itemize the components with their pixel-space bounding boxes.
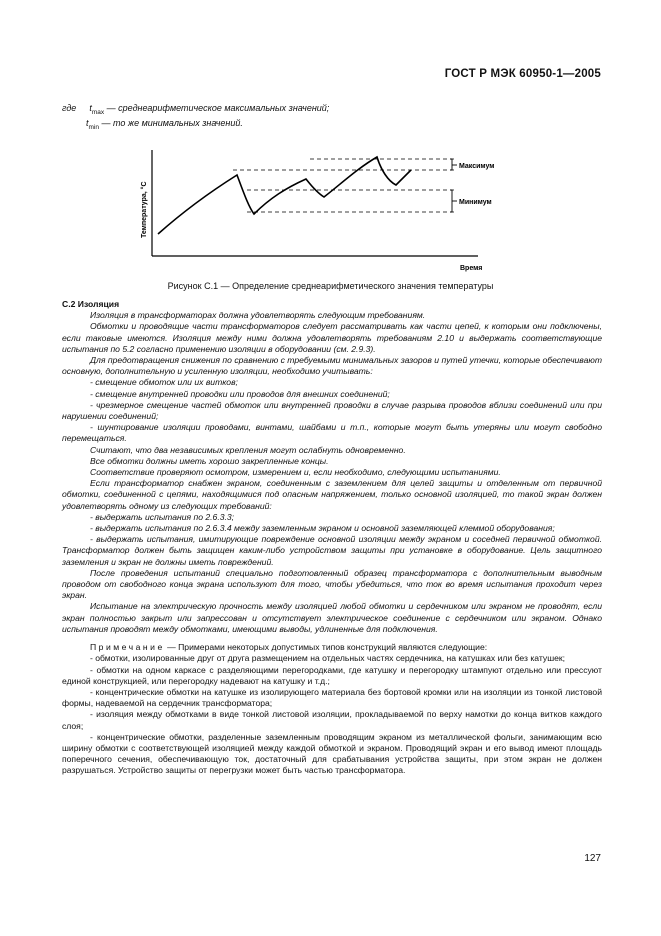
where-label: где [62,103,77,113]
y-axis-label: Температура, °С [141,181,148,238]
note-item: - концентрические обмотки на катушке из изолирующего материала без бортовой кромки или на изоляции из тонкой листовой формы, надеваемой на сердечник трансформатора; [62,686,602,709]
note-item: - обмотки, изолированные друг от друга размещением на отдельных частях сердечника, на катушках или без катушек; [90,653,566,664]
list-item: - смещение внутренней проводки или проводов для внешних соединений; [90,388,390,399]
section-body [62,299,602,777]
x-axis-label: Время [460,265,483,272]
paragraph: Соответствие проверяют осмотром, измерением и, если необходимо, следующими испытаниями. [90,467,501,478]
definition-tmin [86,118,243,131]
list-item: - выдержать испытания по 2.6.3.4 между заземленным экраном и основной заземляющей клеммой оборудования; [90,523,555,534]
note-intro-text: — Примерами некоторых допустимых типов конструкций являются следующие: [164,642,488,653]
note-label: Примечание [90,642,165,653]
note-item: - концентрические обмотки, разделенные заземленным проводящим экраном из металлической фольги, занимающим всю ширину обмотки с соответствующей изоляцией между каждой обмоткой и экраном. Проводящий экран и его вывод имеют площадь поперечного сечения, обеспечивающую ток, достаточный для срабатывания устройства защиты, при этом экран не должен разрушаться. Устройство защиты от перегрузки может быть частью трансформатора. [62,731,602,776]
label-min: Минимум [459,199,492,206]
list-item: - шунтирование изоляции проводами, винтами, шайбами и т.п., которые могут быть утеряны или могут свободно перемещаться. [62,422,602,444]
max-bracket [450,159,452,170]
definition-tmax [62,103,329,116]
note-intro [62,642,602,653]
label-max: Максимум [459,163,495,170]
tmin-symbol: t [86,118,89,128]
document-header: ГОСТ Р МЭК 60950-1—2005 [444,68,601,80]
paragraph: Испытание на электрическую прочность между изоляцией любой обмотки и сердечником или экраном не проводят, если экран полностью закрыт или запрессован и отсутствует электрическое соединение с сердечником или экраном. Однако испытания проводят между обмотками, имеющими выводы, удлиненные для подключения. [62,601,602,634]
paragraph: Все обмотки должны иметь хорошо закрепленные концы. [90,455,329,466]
tmax-symbol: t [89,103,92,113]
paragraph: После проведения испытаний специально подготовленный образец трансформатора с дополнительным выводным проводом от свободного конца экрана используют для того, чтобы убедиться, что ток во время испытания проходит через экран. [62,567,602,601]
temperature-curve [158,157,411,234]
figure-caption: Рисунок С.1 — Определение среднеарифметического значения температуры [167,281,494,291]
page-number: 127 [584,853,601,864]
min-bracket [450,190,452,212]
note-item: - обмотки на одном каркасе с разделяющими перегородками, где катушку и перегородку штампуют отдельно или прессуют единой конструкцией, или перегородку надевают на катушку и т.д.; [62,664,602,686]
paragraph: Считают, что два независимых крепления могут ослабнуть одновременно. [90,444,406,455]
tmin-text: — то же минимальных значений. [101,118,243,128]
paragraph: Обмотки и проводящие части трансформаторов следует рассматривать как части цепей, к которым они подключены, если таковые имеются. Изоляция между ними должна удовлетворять требованиям 2.10 и выдержать соответствующие испытания по 5.2 согласно применению изоляции в оборудовании (см. 2.9.3). [62,321,602,354]
note-item: - изоляция между обмотками в виде тонкой листовой изоляции, прокладываемой по верху намотки до конца витков каждого слоя; [62,709,602,731]
list-item: - чрезмерное смещение частей обмоток или внутренней проводки в случае разрыва проводов вблизи соединений или при нарушении соединений; [62,399,602,422]
paragraph: Если трансформатор снабжен экраном, соединенным с заземлением для целей защиты и отделенным от первичной обмотки, соединенной с цепями, находящимися под опасным напряжением, только основной изоляцией, то такой экран должен удовлетворять одному из следующих требований: [62,478,602,511]
paragraph: Для предотвращения снижения по сравнению с требуемыми минимальных зазоров и путей утечки, которые обеспечивают основную, дополнительную и усиленную изоляции, необходимо учитывать: [62,355,602,377]
section-title: С.2 Изоляция [62,299,120,309]
tmax-text: — среднеарифметическое максимальных значений; [106,103,330,113]
tmin-subscript: min [88,123,99,131]
list-item: - выдержать испытания по 2.6.3.3; [90,511,235,522]
tmax-subscript: max [91,108,105,116]
paragraph: Изоляция в трансформаторах должна удовлетворять следующим требованиям. [90,310,426,321]
list-item: - смещение обмоток или их витков; [90,377,238,388]
temperature-figure [130,148,530,276]
list-item: - выдержать испытания, имитирующие повреждение основной изоляции между экраном и соседней первичной обмоткой. Трансформатор должен быть защищен каким-либо устройством защиты при установке в оборудование. Цель защитного заземления и экран не должны иметь повреждений. [62,534,602,567]
